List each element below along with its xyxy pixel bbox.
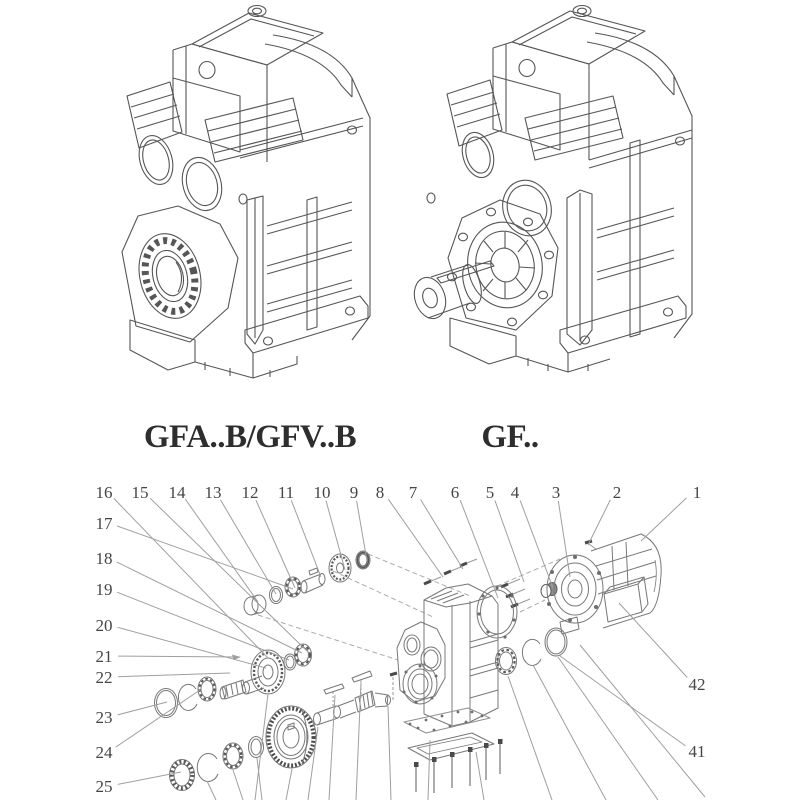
leader-line-16: [114, 498, 268, 658]
part-number-25: 25: [95, 777, 113, 796]
figure-gf-drawing: [409, 6, 692, 373]
cut-leader-line-0: [255, 694, 268, 800]
leader-line-5: [495, 500, 524, 582]
part-number-21: 21: [95, 647, 113, 666]
part-number-2: 2: [612, 483, 622, 502]
part-number-13: 13: [204, 483, 222, 502]
cut-leader-line-12: [533, 665, 606, 800]
part-number-16: 16: [95, 483, 113, 502]
leader-line-7: [421, 500, 463, 570]
leader-line-18: [117, 562, 302, 653]
part-number-18: 18: [95, 549, 113, 568]
cut-leader-line-14: [580, 645, 705, 797]
gear-housing: [397, 584, 498, 726]
part-number-24: 24: [95, 743, 113, 762]
cut-leader-line-10: [476, 752, 484, 800]
cut-leader-line-6: [207, 781, 216, 800]
figure-right-label: GF..: [481, 419, 539, 455]
part-number-15: 15: [131, 483, 149, 502]
input-shaft-assembly: [244, 551, 370, 615]
leader-line-21: [118, 656, 238, 657]
oil-plug-icon: [573, 6, 591, 17]
leader-line-1: [641, 498, 687, 541]
leader-line-15: [150, 498, 307, 651]
output-shaft: [409, 261, 494, 323]
part-number-8: 8: [375, 483, 385, 502]
part-number-19: 19: [95, 580, 113, 599]
cut-leader-line-4: [356, 682, 361, 800]
part-number-4: 4: [510, 483, 520, 502]
leader-line-2: [588, 500, 610, 545]
adapter-flange: [477, 583, 557, 639]
cut-leader-line-1: [286, 769, 292, 800]
part-number-1: 1: [692, 483, 702, 502]
part-number-14: 14: [168, 483, 186, 502]
leader-line-12: [256, 500, 295, 588]
part-number-3: 3: [551, 483, 561, 502]
exploded-view-drawing: [155, 534, 662, 793]
part-number-12: 12: [241, 483, 259, 502]
part-number-9: 9: [349, 483, 359, 502]
leader-line-42: [619, 603, 687, 678]
leader-line-3: [558, 501, 570, 577]
leader-line-4: [520, 500, 553, 588]
part-number-23: 23: [95, 708, 113, 727]
figure-left-label: GFA..B/GFV..B: [143, 419, 357, 455]
cut-leader-line-9: [428, 740, 430, 800]
motor: [547, 534, 661, 634]
leader-line-22: [118, 673, 230, 677]
cut-leader-line-11: [508, 676, 552, 800]
leader-line-11: [291, 500, 321, 577]
leader-line-17: [117, 526, 293, 589]
output-flange: [448, 200, 559, 330]
part-number-20: 20: [95, 616, 113, 635]
cut-leader-line-7: [233, 770, 243, 800]
part-number-17: 17: [95, 514, 113, 533]
part-number-42: 42: [688, 675, 706, 694]
leader-line-41: [560, 656, 686, 746]
part-number-41: 41: [688, 742, 706, 761]
callout-layer: [96, 483, 706, 800]
part-number-7: 7: [408, 483, 418, 502]
leader-line-19: [117, 592, 289, 660]
cut-leader-line-3: [329, 695, 335, 800]
figure-gfab-drawing: [122, 6, 370, 379]
part-number-5: 5: [485, 483, 495, 502]
part-number-11: 11: [277, 483, 295, 502]
leader-line-6: [460, 500, 498, 598]
leader-line-24: [116, 690, 200, 747]
bearing-boss: [130, 227, 209, 325]
leader-line-14: [185, 499, 258, 602]
cut-leader-line-5: [388, 706, 391, 800]
leader-line-8: [388, 499, 443, 577]
part-number-6: 6: [450, 483, 460, 502]
part-number-22: 22: [95, 668, 113, 687]
part-number-10: 10: [313, 483, 331, 502]
gasket-and-cover: [404, 708, 503, 793]
